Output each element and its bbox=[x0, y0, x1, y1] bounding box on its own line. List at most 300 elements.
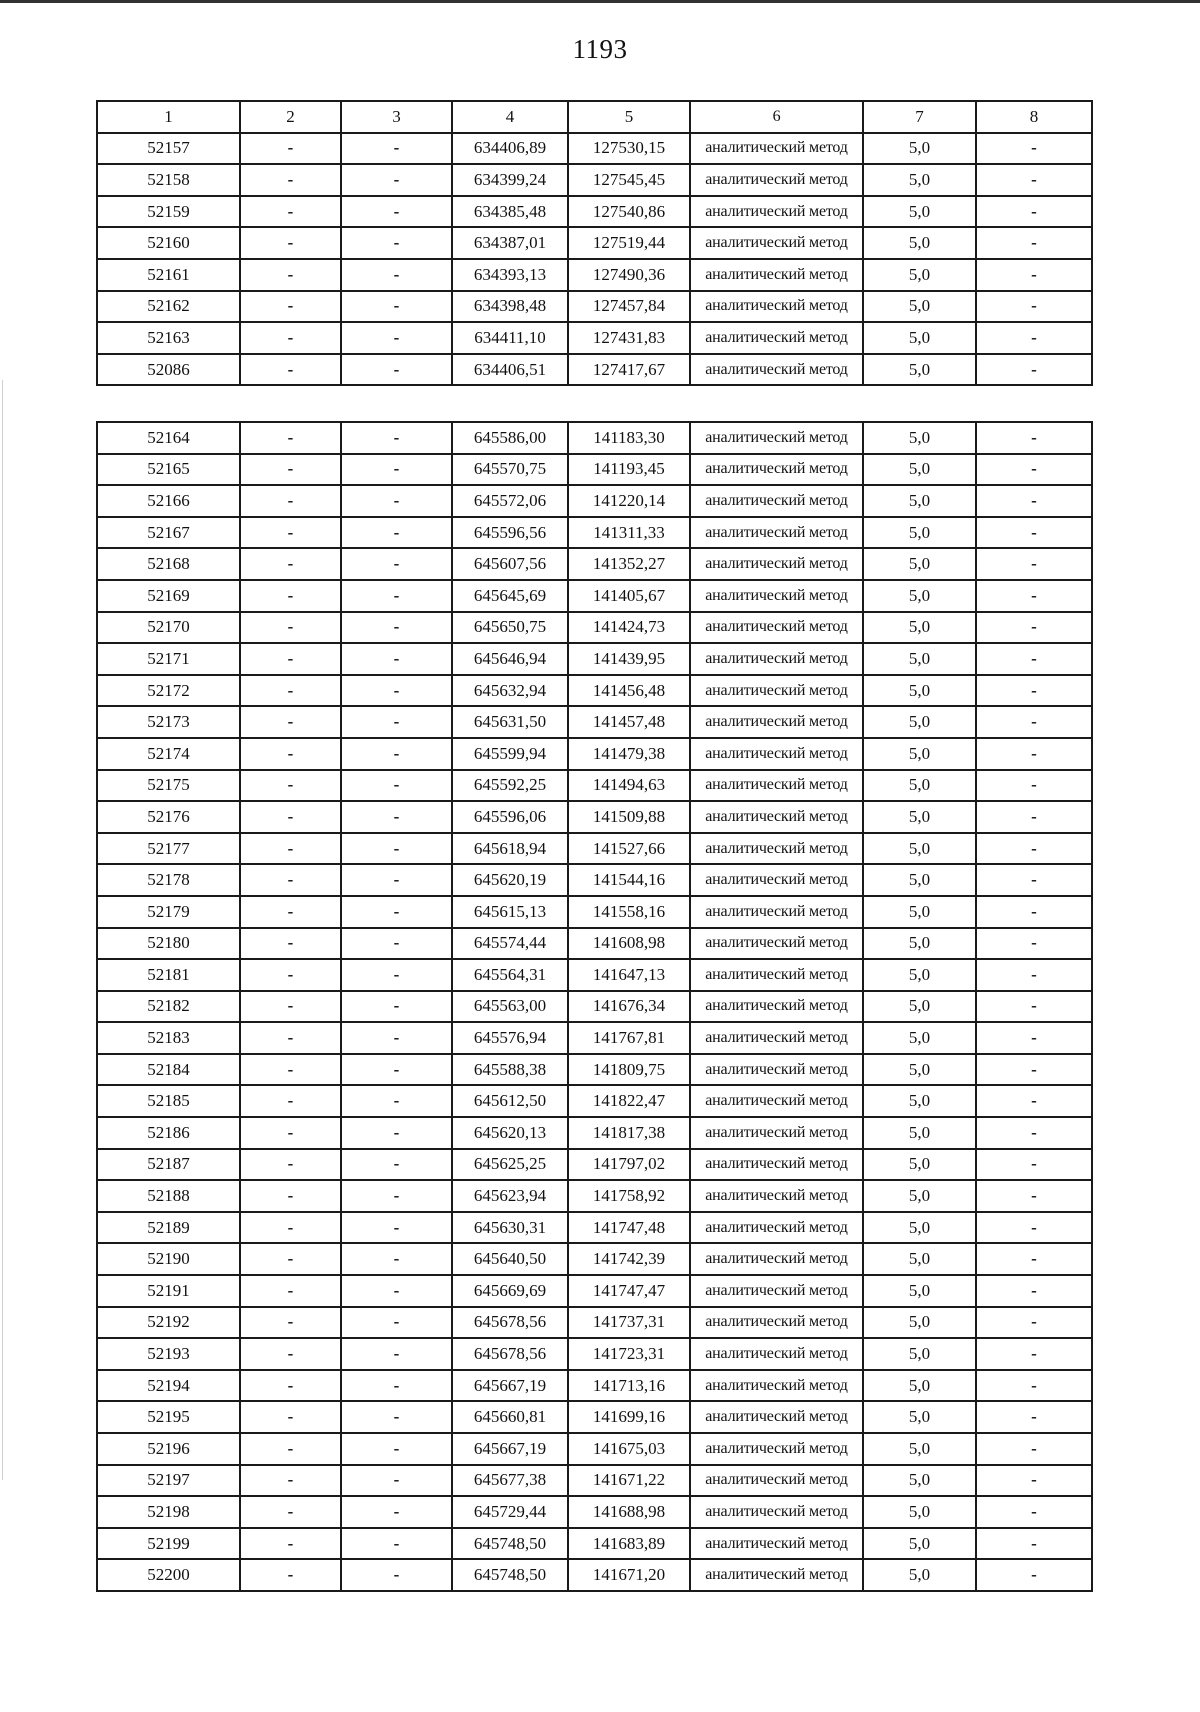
point-number-cell: 52189 bbox=[97, 1212, 240, 1244]
method-cell: аналитический метод bbox=[690, 991, 863, 1023]
method-cell: аналитический метод bbox=[690, 643, 863, 675]
table-row bbox=[97, 1054, 1092, 1086]
point-number-cell: 52168 bbox=[97, 548, 240, 580]
x-coordinate-cell: 645599,94 bbox=[452, 738, 568, 770]
method-cell: аналитический метод bbox=[690, 1085, 863, 1117]
col8-cell: - bbox=[976, 517, 1092, 549]
accuracy-cell: 5,0 bbox=[863, 612, 976, 644]
method-cell: аналитический метод bbox=[690, 422, 863, 454]
lower-table-body bbox=[97, 422, 1092, 1591]
accuracy-cell: 5,0 bbox=[863, 259, 976, 291]
col3-cell: - bbox=[341, 1212, 452, 1244]
x-coordinate-cell: 645632,94 bbox=[452, 675, 568, 707]
col2-cell: - bbox=[240, 227, 341, 259]
col2-cell: - bbox=[240, 612, 341, 644]
col2-cell: - bbox=[240, 1149, 341, 1181]
page-number: 1193 bbox=[572, 34, 628, 64]
point-number-cell: 52166 bbox=[97, 485, 240, 517]
col2-cell: 2 bbox=[240, 101, 341, 133]
y-coordinate-cell: 141671,20 bbox=[568, 1559, 690, 1591]
point-number-cell: 52174 bbox=[97, 738, 240, 770]
col3-cell: - bbox=[341, 896, 452, 928]
x-coordinate-cell: 634406,51 bbox=[452, 354, 568, 386]
method-cell: аналитический метод bbox=[690, 896, 863, 928]
col3-cell: - bbox=[341, 643, 452, 675]
col3-cell: - bbox=[341, 322, 452, 354]
col3-cell: - bbox=[341, 1180, 452, 1212]
x-coordinate-cell: 645748,50 bbox=[452, 1528, 568, 1560]
point-number-cell: 52192 bbox=[97, 1307, 240, 1339]
col8-cell: - bbox=[976, 801, 1092, 833]
table-row bbox=[97, 485, 1092, 517]
y-coordinate-cell: 141758,92 bbox=[568, 1180, 690, 1212]
col3-cell: - bbox=[341, 612, 452, 644]
col3-cell: - bbox=[341, 164, 452, 196]
col2-cell: - bbox=[240, 1117, 341, 1149]
point-number-cell: 52161 bbox=[97, 259, 240, 291]
col2-cell: - bbox=[240, 1433, 341, 1465]
accuracy-cell: 5,0 bbox=[863, 1243, 976, 1275]
y-coordinate-cell: 127417,67 bbox=[568, 354, 690, 386]
col2-cell: - bbox=[240, 1085, 341, 1117]
col3-cell: - bbox=[341, 675, 452, 707]
table-row bbox=[97, 291, 1092, 323]
accuracy-cell: 5,0 bbox=[863, 454, 976, 486]
col3-cell: - bbox=[341, 1401, 452, 1433]
point-number-cell: 52200 bbox=[97, 1559, 240, 1591]
table-row bbox=[97, 959, 1092, 991]
y-coordinate-cell: 141676,34 bbox=[568, 991, 690, 1023]
x-coordinate-cell: 645596,06 bbox=[452, 801, 568, 833]
point-number-cell: 52195 bbox=[97, 1401, 240, 1433]
col3-cell: - bbox=[341, 354, 452, 386]
x-coordinate-cell: 634406,89 bbox=[452, 133, 568, 165]
col2-cell: - bbox=[240, 864, 341, 896]
col2-cell: - bbox=[240, 991, 341, 1023]
col8-cell: - bbox=[976, 322, 1092, 354]
x-coordinate-cell: 645607,56 bbox=[452, 548, 568, 580]
col2-cell: - bbox=[240, 580, 341, 612]
col2-cell: - bbox=[240, 485, 341, 517]
method-cell: аналитический метод bbox=[690, 1054, 863, 1086]
y-coordinate-cell: 127519,44 bbox=[568, 227, 690, 259]
table-row bbox=[97, 1528, 1092, 1560]
accuracy-cell: 5,0 bbox=[863, 1401, 976, 1433]
col3-cell: - bbox=[341, 133, 452, 165]
method-cell: аналитический метод bbox=[690, 259, 863, 291]
col8-cell: - bbox=[976, 548, 1092, 580]
col2-cell: - bbox=[240, 1275, 341, 1307]
col2-cell: - bbox=[240, 259, 341, 291]
col2-cell: - bbox=[240, 928, 341, 960]
y-coordinate-cell: 141494,63 bbox=[568, 770, 690, 802]
col2-cell: - bbox=[240, 196, 341, 228]
method-cell: аналитический метод bbox=[690, 454, 863, 486]
col3-cell: - bbox=[341, 196, 452, 228]
x-coordinate-cell: 645678,56 bbox=[452, 1338, 568, 1370]
table-row bbox=[97, 1433, 1092, 1465]
col2-cell: - bbox=[240, 675, 341, 707]
method-cell: аналитический метод bbox=[690, 1401, 863, 1433]
accuracy-cell: 5,0 bbox=[863, 164, 976, 196]
table-header-row bbox=[97, 101, 1092, 133]
y-coordinate-cell: 141527,66 bbox=[568, 833, 690, 865]
table-row bbox=[97, 227, 1092, 259]
point-number-cell: 52165 bbox=[97, 454, 240, 486]
table-row bbox=[97, 1180, 1092, 1212]
col3-cell: - bbox=[341, 454, 452, 486]
col8-cell: - bbox=[976, 1528, 1092, 1560]
point-number-cell: 52170 bbox=[97, 612, 240, 644]
col2-cell: - bbox=[240, 706, 341, 738]
table-row bbox=[97, 580, 1092, 612]
col8-cell: - bbox=[976, 1212, 1092, 1244]
x-coordinate-cell: 645625,25 bbox=[452, 1149, 568, 1181]
accuracy-cell: 5,0 bbox=[863, 485, 976, 517]
method-cell: аналитический метод bbox=[690, 1528, 863, 1560]
point-number-cell: 52178 bbox=[97, 864, 240, 896]
col3-cell: - bbox=[341, 580, 452, 612]
accuracy-cell: 7 bbox=[863, 101, 976, 133]
y-coordinate-cell: 141424,73 bbox=[568, 612, 690, 644]
x-coordinate-cell: 634393,13 bbox=[452, 259, 568, 291]
point-number-cell: 52164 bbox=[97, 422, 240, 454]
table-row bbox=[97, 1117, 1092, 1149]
col3-cell: - bbox=[341, 1433, 452, 1465]
col2-cell: - bbox=[240, 1307, 341, 1339]
table-row bbox=[97, 612, 1092, 644]
method-cell: аналитический метод bbox=[690, 770, 863, 802]
col3-cell: - bbox=[341, 1338, 452, 1370]
table-row bbox=[97, 1401, 1092, 1433]
x-coordinate-cell: 645667,19 bbox=[452, 1433, 568, 1465]
table-row bbox=[97, 896, 1092, 928]
col3-cell: - bbox=[341, 1149, 452, 1181]
x-coordinate-cell: 645618,94 bbox=[452, 833, 568, 865]
col2-cell: - bbox=[240, 1370, 341, 1402]
y-coordinate-cell: 127545,45 bbox=[568, 164, 690, 196]
col2-cell: - bbox=[240, 454, 341, 486]
y-coordinate-cell: 5 bbox=[568, 101, 690, 133]
accuracy-cell: 5,0 bbox=[863, 643, 976, 675]
col2-cell: - bbox=[240, 896, 341, 928]
col2-cell: - bbox=[240, 801, 341, 833]
col8-cell: 8 bbox=[976, 101, 1092, 133]
accuracy-cell: 5,0 bbox=[863, 548, 976, 580]
method-cell: аналитический метод bbox=[690, 1433, 863, 1465]
col8-cell: - bbox=[976, 1054, 1092, 1086]
method-cell: аналитический метод bbox=[690, 1370, 863, 1402]
method-cell: аналитический метод bbox=[690, 485, 863, 517]
col8-cell: - bbox=[976, 612, 1092, 644]
col8-cell: - bbox=[976, 422, 1092, 454]
accuracy-cell: 5,0 bbox=[863, 354, 976, 386]
accuracy-cell: 5,0 bbox=[863, 896, 976, 928]
col2-cell: - bbox=[240, 1528, 341, 1560]
y-coordinate-cell: 141737,31 bbox=[568, 1307, 690, 1339]
coordinates-table-upper bbox=[96, 100, 1093, 386]
method-cell: аналитический метод bbox=[690, 612, 863, 644]
col3-cell: - bbox=[341, 1370, 452, 1402]
accuracy-cell: 5,0 bbox=[863, 833, 976, 865]
col8-cell: - bbox=[976, 1275, 1092, 1307]
y-coordinate-cell: 141675,03 bbox=[568, 1433, 690, 1465]
point-number-cell: 52179 bbox=[97, 896, 240, 928]
x-coordinate-cell: 645612,50 bbox=[452, 1085, 568, 1117]
method-cell: аналитический метод bbox=[690, 1559, 863, 1591]
col8-cell: - bbox=[976, 1338, 1092, 1370]
method-cell: аналитический метод bbox=[690, 706, 863, 738]
accuracy-cell: 5,0 bbox=[863, 1370, 976, 1402]
table-row bbox=[97, 354, 1092, 386]
y-coordinate-cell: 127457,84 bbox=[568, 291, 690, 323]
point-number-cell: 52188 bbox=[97, 1180, 240, 1212]
point-number-cell: 52159 bbox=[97, 196, 240, 228]
accuracy-cell: 5,0 bbox=[863, 580, 976, 612]
accuracy-cell: 5,0 bbox=[863, 227, 976, 259]
point-number-cell: 52196 bbox=[97, 1433, 240, 1465]
col2-cell: - bbox=[240, 959, 341, 991]
x-coordinate-cell: 645669,69 bbox=[452, 1275, 568, 1307]
accuracy-cell: 5,0 bbox=[863, 1054, 976, 1086]
col3-cell: - bbox=[341, 1559, 452, 1591]
table-row bbox=[97, 643, 1092, 675]
col8-cell: - bbox=[976, 1401, 1092, 1433]
point-number-cell: 52169 bbox=[97, 580, 240, 612]
col3-cell: - bbox=[341, 1528, 452, 1560]
col3-cell: - bbox=[341, 259, 452, 291]
x-coordinate-cell: 634398,48 bbox=[452, 291, 568, 323]
x-coordinate-cell: 645615,13 bbox=[452, 896, 568, 928]
col8-cell: - bbox=[976, 738, 1092, 770]
accuracy-cell: 5,0 bbox=[863, 291, 976, 323]
accuracy-cell: 5,0 bbox=[863, 928, 976, 960]
x-coordinate-cell: 4 bbox=[452, 101, 568, 133]
col8-cell: - bbox=[976, 991, 1092, 1023]
col3-cell: - bbox=[341, 1085, 452, 1117]
accuracy-cell: 5,0 bbox=[863, 706, 976, 738]
x-coordinate-cell: 645563,00 bbox=[452, 991, 568, 1023]
col8-cell: - bbox=[976, 1307, 1092, 1339]
col2-cell: - bbox=[240, 1338, 341, 1370]
accuracy-cell: 5,0 bbox=[863, 1085, 976, 1117]
y-coordinate-cell: 141723,31 bbox=[568, 1338, 690, 1370]
x-coordinate-cell: 634399,24 bbox=[452, 164, 568, 196]
point-number-cell: 52185 bbox=[97, 1085, 240, 1117]
x-coordinate-cell: 634387,01 bbox=[452, 227, 568, 259]
y-coordinate-cell: 141608,98 bbox=[568, 928, 690, 960]
method-cell: аналитический метод bbox=[690, 801, 863, 833]
y-coordinate-cell: 141683,89 bbox=[568, 1528, 690, 1560]
y-coordinate-cell: 127431,83 bbox=[568, 322, 690, 354]
point-number-cell: 52158 bbox=[97, 164, 240, 196]
y-coordinate-cell: 141699,16 bbox=[568, 1401, 690, 1433]
table-row bbox=[97, 1559, 1092, 1591]
method-cell: 6 bbox=[690, 101, 863, 133]
x-coordinate-cell: 645729,44 bbox=[452, 1496, 568, 1528]
method-cell: аналитический метод bbox=[690, 1275, 863, 1307]
col3-cell: - bbox=[341, 738, 452, 770]
table-row bbox=[97, 1307, 1092, 1339]
accuracy-cell: 5,0 bbox=[863, 991, 976, 1023]
col8-cell: - bbox=[976, 1433, 1092, 1465]
y-coordinate-cell: 141809,75 bbox=[568, 1054, 690, 1086]
point-number-cell: 52194 bbox=[97, 1370, 240, 1402]
y-coordinate-cell: 141220,14 bbox=[568, 485, 690, 517]
col3-cell: - bbox=[341, 1307, 452, 1339]
x-coordinate-cell: 645645,69 bbox=[452, 580, 568, 612]
col8-cell: - bbox=[976, 896, 1092, 928]
y-coordinate-cell: 141822,47 bbox=[568, 1085, 690, 1117]
col2-cell: - bbox=[240, 1054, 341, 1086]
col3-cell: - bbox=[341, 864, 452, 896]
accuracy-cell: 5,0 bbox=[863, 864, 976, 896]
method-cell: аналитический метод bbox=[690, 1465, 863, 1497]
col3-cell: - bbox=[341, 517, 452, 549]
y-coordinate-cell: 141352,27 bbox=[568, 548, 690, 580]
point-number-cell: 52182 bbox=[97, 991, 240, 1023]
table-row bbox=[97, 1496, 1092, 1528]
col2-cell: - bbox=[240, 1401, 341, 1433]
table-row bbox=[97, 422, 1092, 454]
accuracy-cell: 5,0 bbox=[863, 959, 976, 991]
x-coordinate-cell: 645572,06 bbox=[452, 485, 568, 517]
y-coordinate-cell: 141479,38 bbox=[568, 738, 690, 770]
table-row bbox=[97, 1275, 1092, 1307]
col8-cell: - bbox=[976, 1149, 1092, 1181]
method-cell: аналитический метод bbox=[690, 1307, 863, 1339]
method-cell: аналитический метод bbox=[690, 548, 863, 580]
table-row bbox=[97, 864, 1092, 896]
method-cell: аналитический метод bbox=[690, 738, 863, 770]
point-number-cell: 52167 bbox=[97, 517, 240, 549]
point-number-cell: 52175 bbox=[97, 770, 240, 802]
y-coordinate-cell: 141193,45 bbox=[568, 454, 690, 486]
x-coordinate-cell: 645650,75 bbox=[452, 612, 568, 644]
method-cell: аналитический метод bbox=[690, 1243, 863, 1275]
point-number-cell: 1 bbox=[97, 101, 240, 133]
col2-cell: - bbox=[240, 770, 341, 802]
y-coordinate-cell: 141713,16 bbox=[568, 1370, 690, 1402]
col3-cell: - bbox=[341, 1022, 452, 1054]
table-row bbox=[97, 706, 1092, 738]
x-coordinate-cell: 645640,50 bbox=[452, 1243, 568, 1275]
table-row bbox=[97, 259, 1092, 291]
method-cell: аналитический метод bbox=[690, 1212, 863, 1244]
table-row bbox=[97, 1149, 1092, 1181]
col8-cell: - bbox=[976, 485, 1092, 517]
col3-cell: - bbox=[341, 1117, 452, 1149]
col3-cell: - bbox=[341, 1243, 452, 1275]
accuracy-cell: 5,0 bbox=[863, 1149, 976, 1181]
y-coordinate-cell: 127540,86 bbox=[568, 196, 690, 228]
col2-cell: - bbox=[240, 1496, 341, 1528]
method-cell: аналитический метод bbox=[690, 354, 863, 386]
x-coordinate-cell: 645620,13 bbox=[452, 1117, 568, 1149]
y-coordinate-cell: 141688,98 bbox=[568, 1496, 690, 1528]
accuracy-cell: 5,0 bbox=[863, 1307, 976, 1339]
col3-cell: - bbox=[341, 801, 452, 833]
table-row bbox=[97, 1212, 1092, 1244]
point-number-cell: 52172 bbox=[97, 675, 240, 707]
x-coordinate-cell: 645620,19 bbox=[452, 864, 568, 896]
col2-cell: - bbox=[240, 833, 341, 865]
x-coordinate-cell: 645660,81 bbox=[452, 1401, 568, 1433]
accuracy-cell: 5,0 bbox=[863, 517, 976, 549]
col2-cell: - bbox=[240, 133, 341, 165]
accuracy-cell: 5,0 bbox=[863, 738, 976, 770]
point-number-cell: 52187 bbox=[97, 1149, 240, 1181]
x-coordinate-cell: 645564,31 bbox=[452, 959, 568, 991]
y-coordinate-cell: 141457,48 bbox=[568, 706, 690, 738]
accuracy-cell: 5,0 bbox=[863, 196, 976, 228]
method-cell: аналитический метод bbox=[690, 580, 863, 612]
y-coordinate-cell: 141558,16 bbox=[568, 896, 690, 928]
col3-cell: - bbox=[341, 991, 452, 1023]
method-cell: аналитический метод bbox=[690, 1180, 863, 1212]
col3-cell: - bbox=[341, 706, 452, 738]
col8-cell: - bbox=[976, 1085, 1092, 1117]
col2-cell: - bbox=[240, 322, 341, 354]
y-coordinate-cell: 141817,38 bbox=[568, 1117, 690, 1149]
col3-cell: - bbox=[341, 928, 452, 960]
col2-cell: - bbox=[240, 291, 341, 323]
method-cell: аналитический метод bbox=[690, 833, 863, 865]
y-coordinate-cell: 141311,33 bbox=[568, 517, 690, 549]
col2-cell: - bbox=[240, 643, 341, 675]
col3-cell: 3 bbox=[341, 101, 452, 133]
accuracy-cell: 5,0 bbox=[863, 1465, 976, 1497]
accuracy-cell: 5,0 bbox=[863, 1212, 976, 1244]
method-cell: аналитический метод bbox=[690, 1117, 863, 1149]
y-coordinate-cell: 141439,95 bbox=[568, 643, 690, 675]
col2-cell: - bbox=[240, 1243, 341, 1275]
col3-cell: - bbox=[341, 959, 452, 991]
method-cell: аналитический метод bbox=[690, 928, 863, 960]
method-cell: аналитический метод bbox=[690, 864, 863, 896]
accuracy-cell: 5,0 bbox=[863, 422, 976, 454]
y-coordinate-cell: 141647,13 bbox=[568, 959, 690, 991]
table-row bbox=[97, 833, 1092, 865]
point-number-cell: 52186 bbox=[97, 1117, 240, 1149]
method-cell: аналитический метод bbox=[690, 1496, 863, 1528]
point-number-cell: 52180 bbox=[97, 928, 240, 960]
x-coordinate-cell: 645630,31 bbox=[452, 1212, 568, 1244]
x-coordinate-cell: 645576,94 bbox=[452, 1022, 568, 1054]
point-number-cell: 52193 bbox=[97, 1338, 240, 1370]
point-number-cell: 52199 bbox=[97, 1528, 240, 1560]
x-coordinate-cell: 645586,00 bbox=[452, 422, 568, 454]
col2-cell: - bbox=[240, 1022, 341, 1054]
y-coordinate-cell: 141544,16 bbox=[568, 864, 690, 896]
accuracy-cell: 5,0 bbox=[863, 1528, 976, 1560]
y-coordinate-cell: 141747,48 bbox=[568, 1212, 690, 1244]
point-number-cell: 52176 bbox=[97, 801, 240, 833]
method-cell: аналитический метод bbox=[690, 959, 863, 991]
col8-cell: - bbox=[976, 675, 1092, 707]
y-coordinate-cell: 141671,22 bbox=[568, 1465, 690, 1497]
method-cell: аналитический метод bbox=[690, 1338, 863, 1370]
table-row bbox=[97, 164, 1092, 196]
method-cell: аналитический метод bbox=[690, 517, 863, 549]
col8-cell: - bbox=[976, 1180, 1092, 1212]
y-coordinate-cell: 127530,15 bbox=[568, 133, 690, 165]
table-row bbox=[97, 1370, 1092, 1402]
col2-cell: - bbox=[240, 422, 341, 454]
table-row bbox=[97, 1465, 1092, 1497]
col8-cell: - bbox=[976, 643, 1092, 675]
col3-cell: - bbox=[341, 1275, 452, 1307]
